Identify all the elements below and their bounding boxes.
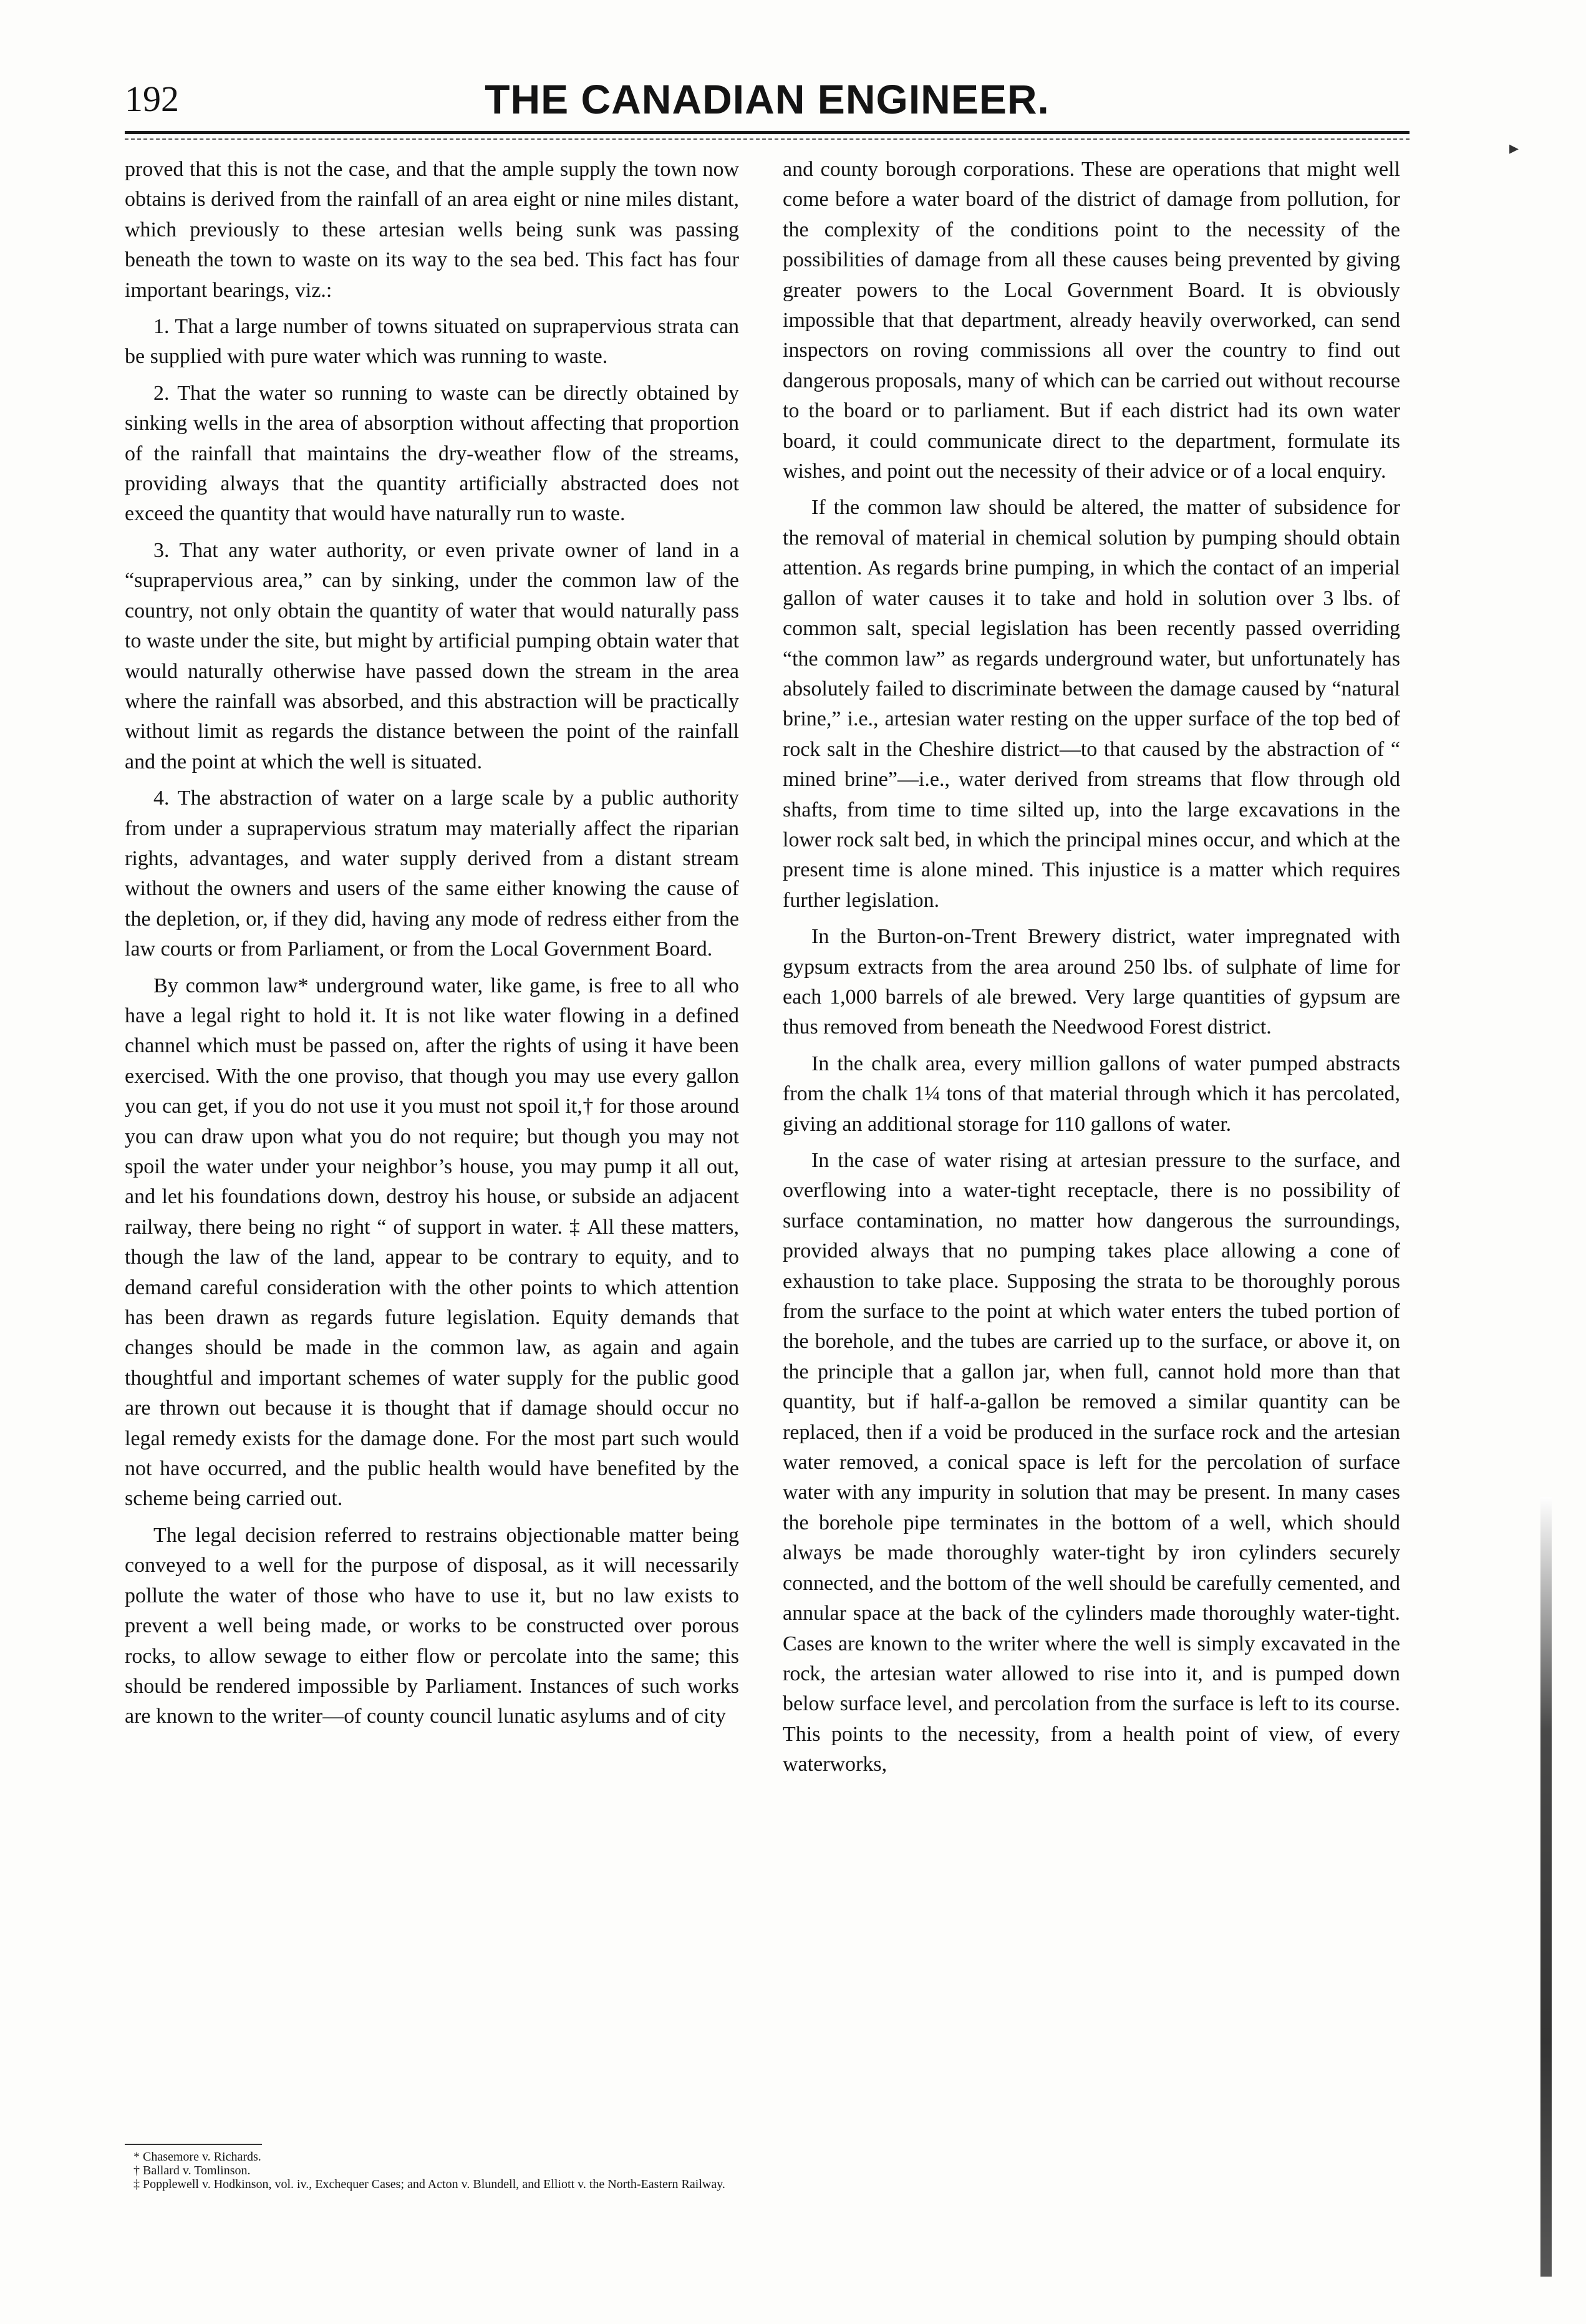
paragraph: The legal decision referred to restrains objectionable matter being conveyed to a well for the purpose of disposal, as it will necessarily pollute the water of those who have to use it, but no law exists to prevent a well being made, or works to be constructed over porous rocks, to allow sewage to either flow or percolate into the same; this should be rendered impossible by Parliament. Instances of such works are known to the writer—of county council lunatic asylums and of city (125, 1523, 739, 1728)
paragraph: 2. That the water so running to waste can be directly obtained by sinking wells in the area of absorption without affecting that proportion of the rainfall that maintains the dry-weather flow of the streams, providing always that the quantity artificially abstracted does not exceed the quantity that would have naturally run to waste. (125, 381, 739, 526)
header-rule (125, 131, 1410, 134)
paragraph: 3. That any water authority, or even private owner of land in a “suprapervious area,” can by sinking, under the common law of the country, not only obtain the quantity of water that would naturally pass to waste under the site, but might by artificial pumping obtain water that would naturally otherwise have passed down the stream in the area where the rainfall was absorbed, and this abstraction will be practically without limit as regards the distance between the point of the rainfall and the point at which the well is situated. (125, 538, 739, 773)
footnote: * Chasemore v. Richards. (133, 2150, 261, 2164)
header-rule-dashed (125, 138, 1410, 140)
left-column (125, 155, 739, 1738)
paragraph: In the Burton-on-Trent Brewery district, water impregnated with gypsum extracts from the area around 250 lbs. of sulphate of lime for each 1,000 barrels of ale brewed. Very large quantities of gypsum are thus removed from beneath the Needwood Forest district. (783, 925, 1400, 1039)
footnote: ‡ Popplewell v. Hodkinson, vol. iv., Exchequer Cases; and Acton v. Blundell, and Elliott v. the North-Eastern Railway. (133, 2177, 725, 2191)
page-number: 192 (125, 79, 179, 119)
scan-edge-mark (1540, 1497, 1552, 2277)
arrow-right-icon: ▸ (1509, 137, 1519, 159)
journal-title: THE CANADIAN ENGINEER. (485, 76, 1050, 122)
right-column (783, 155, 1400, 1786)
paragraph: proved that this is not the case, and that the ample supply the town now obtains is derived from the rainfall of an area eight or nine miles distant, which previously to these artesian wells being sunk was passing beneath the town to waste on its way to the sea bed. This fact has four important bearings, viz.: (125, 158, 739, 302)
paragraph: In the chalk area, every million gallons of water pumped abstracts from the chalk 1¼ tons of that material through which it has percolated, giving an additional storage for 110 gallons of water. (783, 1052, 1400, 1136)
footnote-rule (125, 2144, 262, 2145)
paragraph: By common law* underground water, like game, is free to all who have a legal right to hold it. It is not like water flowing in a defined channel which must be passed on, after the rights of using it have been exercised. With the one proviso, that though you may use every gallon you can get, if you do not use it you must not spoil it,† for those around you can draw upon what you do not require; but though you may not spoil the water under your neighbor’s house, you may pump it all out, and let his foundations down, destroy his house, or subside an adjacent railway, there being no right “ of support in water. ‡ All these matters, though the law of the land, appear to be contrary to equity, and to demand careful consideration with the other points to which attention has been drawn as regards future legislation. Equity demands that changes should be made in the common law, as again and again thoughtful and important schemes of water supply for the public good are thrown out because it is thought that if damage should occur no legal remedy exists for the damage done. For the most part such would not have occurred, and the public health would have benefited by the scheme being carried out. (125, 974, 739, 1511)
paragraph: and county borough corporations. These are operations that might well come before a water board of the district of damage from pollution, for the complexity of the conditions point to the necessity of the possibilities of damage from all these causes being prevented by giving greater powers to the Local Government Board. It is obviously impossible that that department, already heavily overworked, can send inspectors on roving commissions all over the country to find out dangerous proposals, many of which can be carried out without recourse to the board or to parliament. But if each district had its own water board, it could communicate direct to the department, formulate its wishes, and point out the necessity of their advice or of a local enquiry. (783, 158, 1400, 483)
paragraph: 4. The abstraction of water on a large scale by a public authority from under a suprapervious stratum may materially affect the riparian rights, advantages, and water supply derived from a distant stream without the owners and users of the same either knowing the cause of the depletion, or, if they did, having any mode of redress either from the law courts or from Parliament, or from the Local Government Board. (125, 787, 739, 961)
paragraph: 1. That a large number of towns situated on suprapervious strata can be supplied with pure water which was running to waste. (125, 315, 739, 369)
footnotes (125, 2144, 739, 2191)
page-header (125, 77, 1410, 127)
paragraph: If the common law should be altered, the matter of subsidence for the removal of material in chemical solution by pumping should obtain attention. As regards brine pumping, in which the contact of an imperial gallon of water causes it to take and hold in solution over 3 lbs. of common salt, special legislation has been recently passed overriding “the common law” as regards underground water, but unfortunately has absolutely failed to discriminate between the damage caused by “natural brine,” i.e., artesian water resting on the upper surface of the top bed of rock salt in the Cheshire district—to that caused by the abstraction of “ mined brine”—i.e., water derived from streams that flow through old shafts, from time to time silted up, into the large excavations in the lower rock salt bed, in which the principal mines occur, and which at the present time is alone mined. This injustice is a matter which requires further legislation. (783, 496, 1400, 912)
paragraph: In the case of water rising at artesian pressure to the surface, and overflowing into a water-tight receptacle, there is no possibility of surface contamination, no matter how dangerous the surroundings, provided always that no pumping takes place allowing a cone of exhaustion to take place. Supposing the strata to be thoroughly porous from the surface to the point at which water enters the tubed portion of the borehole, and the tubes are carried up to the surface, or above it, on the principle that a gallon jar, when full, cannot hold more than that quantity, but if half-a-gallon be removed a similar quantity can be replaced, then if a void be produced in the surface rock and the artesian water removed, a conical space is left for the percolation of surface water with any impurity in solution that may be present. In many cases the borehole pipe terminates in the bottom of a well, which should always be made thoroughly water-tight by iron cylinders securely connected, and the bottom of the well should be carefully cemented, and annular space at the back of the cylinders made thoroughly water-tight. Cases are known to the writer where the well is simply excavated in the rock, the artesian water allowed to rise into it, and is pumped down below surface level, and percolation from the surface is left to its course. This points to the necessity, from a health point of view, of every waterworks, (783, 1149, 1400, 1776)
footnote: † Ballard v. Tomlinson. (133, 2164, 251, 2177)
